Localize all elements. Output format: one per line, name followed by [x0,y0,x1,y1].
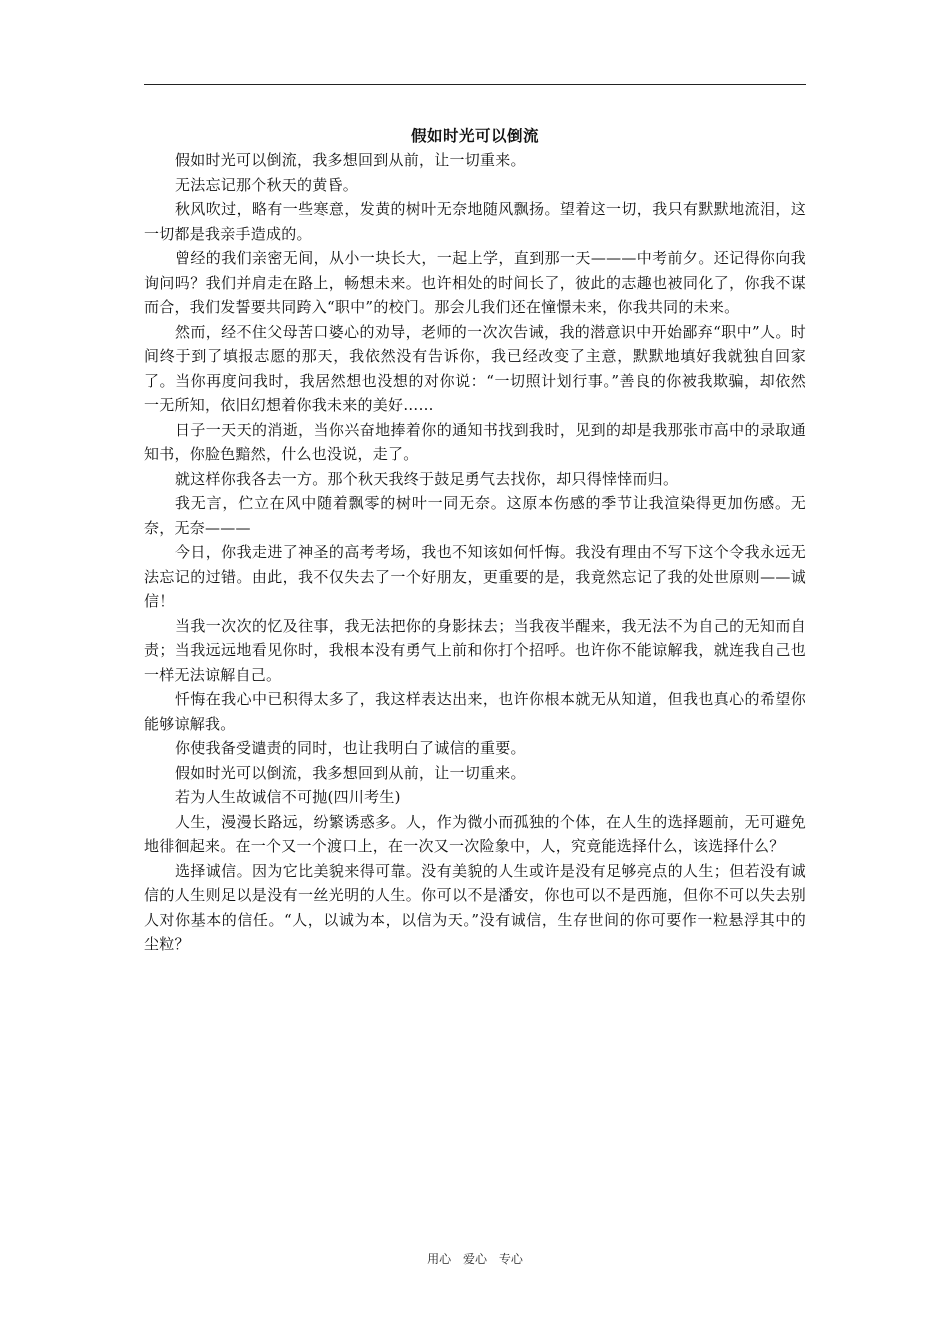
paragraph: 曾经的我们亲密无间，从小一块长大，一起上学，直到那一天———中考前夕。还记得你向我询问吗？我们并肩走在路上，畅想未来。也许相处的时间长了，彼此的志趣也被同化了，你我不谋而合，我们发誓要共同跨入“职中”的校门。那会儿我们还在憧憬未来，你我共同的未来。 [144,249,806,316]
paragraph: 当我一次次的忆及往事，我无法把你的身影抹去；当我夜半醒来，我无法不为自己的无知而自责；当我远远地看见你时，我根本没有勇气上前和你打个招呼。也许你不能谅解我，就连我自己也一样无法谅解自己。 [144,616,806,684]
footer-text: 用心 [427,1252,452,1266]
page-footer [0,1250,950,1267]
paragraph: 无法忘记那个秋天的黄昏。 [175,175,359,194]
paragraph: 人生，漫漫长路远，纷繁诱惑多。人，作为微小而孤独的个体，在人生的选择题前，无可避免地徘徊起来。在一个又一个渡口上，在一次又一次险象中，人，究竟能选择什么，该选择什么？ [144,812,806,855]
paragraph: 你使我备受谴责的同时，也让我明白了诚信的重要。 [175,739,526,757]
footer-text: 爱心 [462,1252,487,1266]
footer-text: 专心 [498,1252,523,1266]
section-heading: 若为人生故诚信不可抛(四川考生) [175,788,401,806]
paragraph: 忏悔在我心中已积得太多了，我这样表达出来，也许你根本就无从知道，但我也真心的希望你能够谅解我。 [144,690,806,733]
paragraph: 今日，你我走进了神圣的高考考场，我也不知该如何忏悔。我没有理由不写下这个令我永远无法忘记的过错。由此，我不仅失去了一个好朋友，更重要的是，我竟然忘记了我的处世原则——诚信！ [144,543,806,610]
paragraph: 日子一天天的消逝，当你兴奋地捧着你的通知书找到我时，见到的却是我那张市高中的录取通知书，你脸色黯然，什么也没说，走了。 [144,420,806,463]
header-divider [144,84,806,85]
document-title: 假如时光可以倒流 [410,126,539,145]
paragraph: 假如时光可以倒流，我多想回到从前，让一切重来。 [175,151,526,169]
paragraph: 秋风吹过，略有一些寒意，发黄的树叶无奈地随风飘扬。望着这一切，我只有默默地流泪，这一切都是我亲手造成的。 [144,200,806,243]
paragraph: 然而，经不住父母苦口婆心的劝导，老师的一次次告诫，我的潜意识中开始鄙弃“职中”人。时间终于到了填报志愿的那天，我依然没有告诉你，我已经改变了主意，默默地填好我就独自回家了。当你再度问我时，我居然想也没想的对你说：“一切照计划行事。”善良的你被我欺骗，却依然一无所知，依旧幻想着你我未来的美好…… [144,322,806,414]
paragraph: 假如时光可以倒流，我多想回到从前，让一切重来。 [175,763,526,782]
paragraph: 就这样你我各去一方。那个秋天我终于鼓足勇气去找你，却只得悻悻而归。 [175,469,679,488]
paragraph: 选择诚信。因为它比美貌来得可靠。没有美貌的人生或许是没有足够亮点的人生；但若没有诚信的人生则足以是没有一丝光明的人生。你可以不是潘安，你也可以不是西施，但你不可以失去别人对你基本的信任。“人，以诚为本，以信为天。”没有诚信，生存世间的你可要作一粒悬浮其中的尘粒？ [144,861,806,953]
document-body [144,124,806,957]
paragraph: 我无言，伫立在风中随着飘零的树叶一同无奈。这原本伤感的季节让我渲染得更加伤感。无奈，无奈——— [144,494,806,537]
